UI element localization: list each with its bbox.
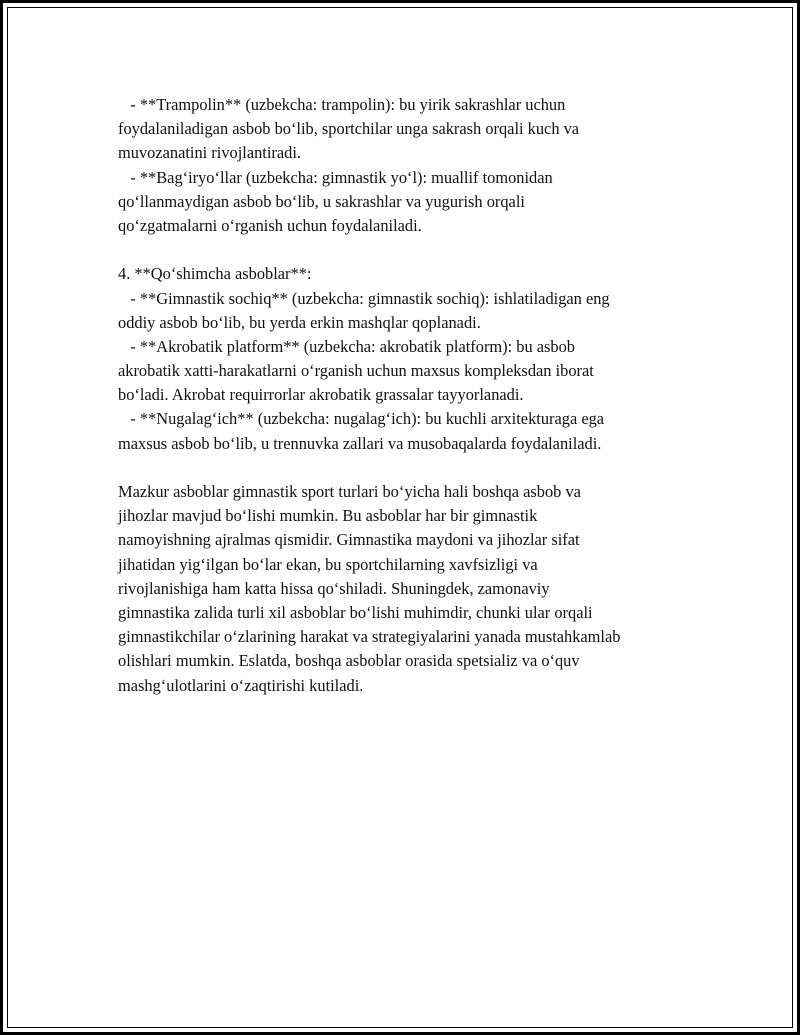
text-line: - **Gimnastik sochiq** (uzbekcha: gimnastik sochiq): ishlatiladigan eng bbox=[118, 288, 610, 308]
text-line: bo‘ladi. Akrobat requirrorlar akrobatik grassalar tayyorlanadi. bbox=[118, 385, 524, 405]
text-line: - **Nugalag‘ich** (uzbekcha: nugalag‘ich): bu kuchli arxitekturaga ega bbox=[118, 409, 605, 429]
apparatus-list-continued bbox=[118, 93, 698, 238]
text-line: gimnastikchilar o‘zlarining harakat va strategiyalarini yanada mustahkamlab bbox=[118, 627, 621, 647]
text-line: akrobatik xatti-harakatlarni o‘rganish uchun maxsus kompleksdan iborat bbox=[118, 361, 594, 381]
section-heading: 4. **Qo‘shimcha asboblar**: bbox=[118, 264, 312, 284]
text-line: foydalaniladigan asbob bo‘lib, sportchilar unga sakrash orqali kuch va bbox=[118, 119, 580, 139]
text-line: qo‘zgatmalarni o‘rganish uchun foydalaniladi. bbox=[118, 215, 422, 235]
text-line: olishlari mumkin. Eslatda, boshqa asboblar orasida spetsializ va o‘quv bbox=[118, 651, 580, 671]
text-line: namoyishning ajralmas qismidir. Gimnastika maydoni va jihozlar sifat bbox=[118, 530, 580, 550]
text-line: rivojlanishiga ham katta hissa qo‘shiladi. Shuningdek, zamonaviy bbox=[118, 578, 550, 598]
text-line: jihatidan yig‘ilgan bo‘lar ekan, bu sportchilarning xavfsizligi va bbox=[118, 554, 538, 574]
paragraph-gap bbox=[118, 238, 698, 262]
document-body bbox=[118, 93, 698, 698]
text-line: - **Akrobatik platform** (uzbekcha: akrobatik platform): bu asbob bbox=[118, 336, 575, 356]
text-line: Mazkur asboblar gimnastik sport turlari bo‘yicha hali boshqa asbob va bbox=[118, 482, 581, 501]
paragraph-gap bbox=[118, 456, 698, 480]
text-line: qo‘llanmaydigan asbob bo‘lib, u sakrashlar va yugurish orqali bbox=[118, 191, 525, 211]
text-line: gimnastika zalida turli xil asboblar bo‘lishi muhimdir, chunki ular orqali bbox=[118, 602, 593, 622]
text-line: maxsus asbob bo‘lib, u trennuvka zallari va musobaqalarda foydalaniladi. bbox=[118, 433, 602, 453]
text-line: jihozlar mavjud bo‘lishi mumkin. Bu asboblar har bir gimnastik bbox=[118, 506, 538, 526]
text-line: - **Trampolin** (uzbekcha: trampolin): bu yirik sakrashlar uchun bbox=[118, 95, 566, 114]
conclusion-paragraph bbox=[118, 480, 698, 698]
text-line: muvozanatini rivojlantiradi. bbox=[118, 143, 301, 163]
text-line: - **Bag‘iryo‘llar (uzbekcha: gimnastik yo‘l): muallif tomonidan bbox=[118, 167, 553, 187]
text-line: oddiy asbob bo‘lib, bu yerda erkin mashqlar qoplanadi. bbox=[118, 312, 481, 332]
additional-apparatus-section bbox=[118, 262, 698, 456]
text-line: mashg‘ulotlarini o‘zaqtirishi kutiladi. bbox=[118, 675, 364, 695]
